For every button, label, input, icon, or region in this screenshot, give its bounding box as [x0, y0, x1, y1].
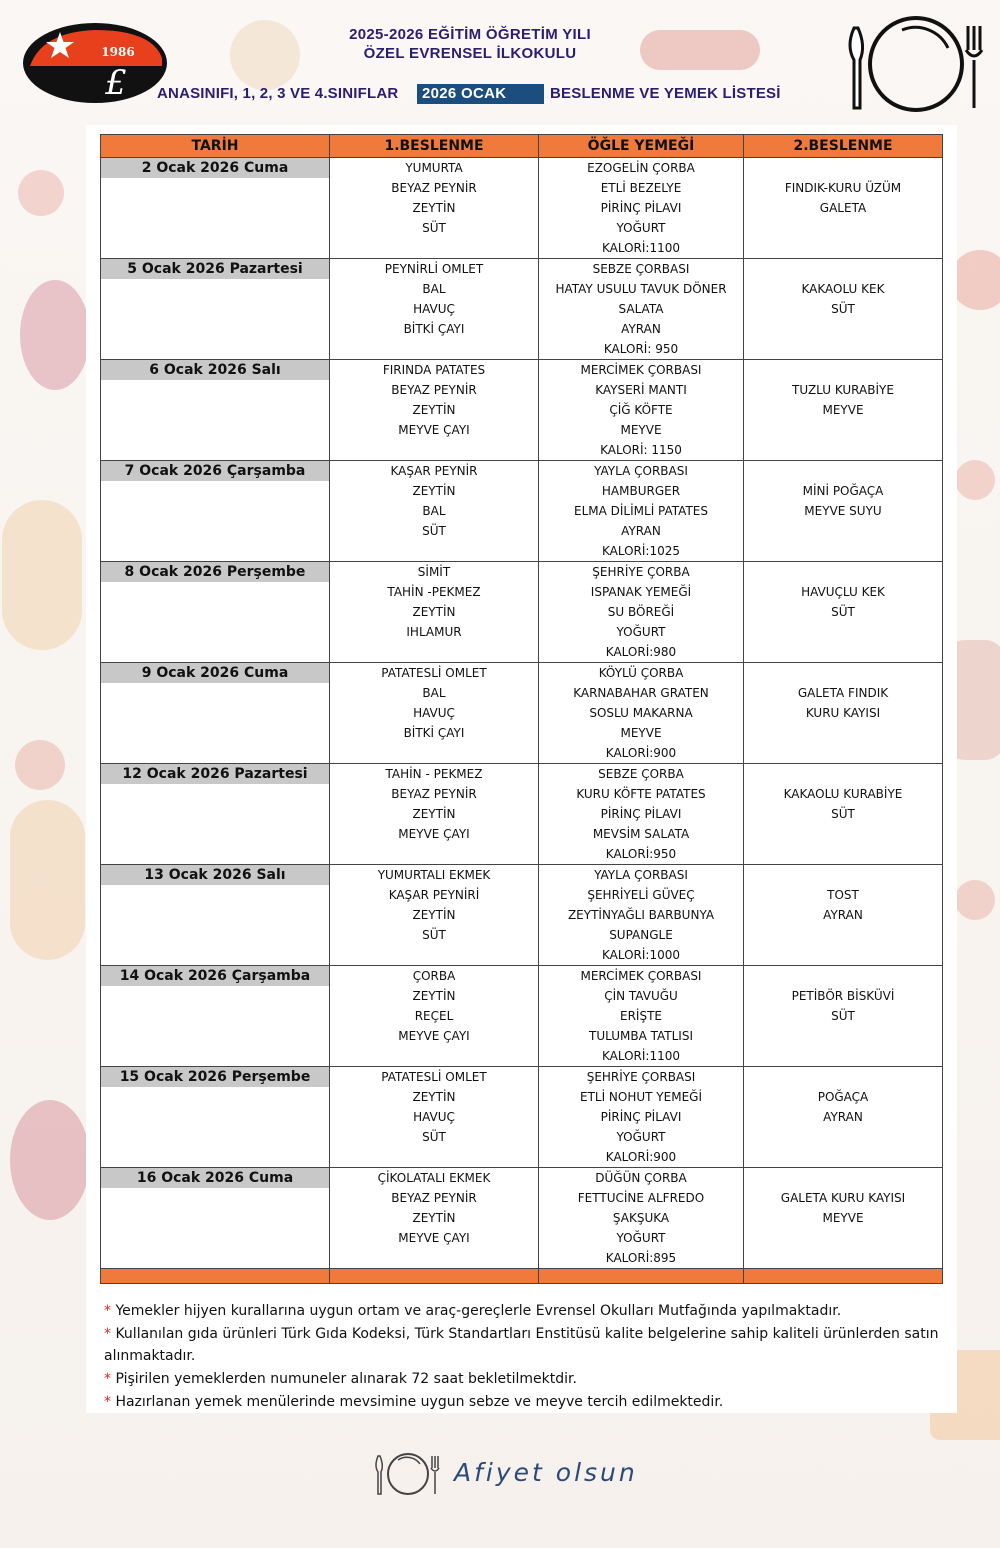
menu-item: MİNİ POĞAÇA [802, 484, 884, 498]
column-header-date: TARİH [101, 135, 330, 158]
menu-item: KAŞAR PEYNİRİ [388, 888, 480, 902]
note-item [104, 1391, 954, 1413]
menu-item: MERCİMEK ÇORBASI [580, 969, 702, 983]
menu-item: ERİŞTE [620, 1009, 662, 1023]
menu-item: KALORİ:1100 [601, 1049, 681, 1063]
table-body [101, 158, 943, 1269]
note-text: Pişirilen yemeklerden numuneler alınarak 72 saat bekletilmektdir. [115, 1371, 577, 1387]
menu-item: PEYNİRLİ OMLET [384, 262, 484, 276]
menu-item: SALATA [618, 302, 664, 316]
menu-item: MEYVE ÇAYI [398, 1231, 470, 1245]
menu-item: KAYSERİ MANTI [595, 383, 687, 397]
background-tomato-decoration [950, 250, 1000, 310]
date-label: 8 Ocak 2026 Perşembe [101, 562, 329, 582]
menu-item: YAYLA ÇORBASI [594, 868, 688, 882]
menu-item: MEYVE [822, 1211, 864, 1225]
menu-item: SOSLU MAKARNA [589, 706, 693, 720]
date-cell [101, 1168, 330, 1269]
menu-item: BAL [422, 686, 446, 700]
date-label: 7 Ocak 2026 Çarşamba [101, 461, 329, 481]
snack-cell [744, 663, 943, 764]
logo-year: 1986 [101, 45, 135, 59]
menu-item: KALORİ:895 [605, 1251, 677, 1265]
month-badge: 2026 OCAK [417, 84, 544, 104]
date-label: 2 Ocak 2026 Cuma [101, 158, 329, 178]
menu-item: ÇİKOLATALI EKMEK [377, 1171, 491, 1185]
snack-cell [744, 1067, 943, 1168]
breakfast-cell [330, 865, 539, 966]
menu-item: SÜT [422, 1130, 446, 1144]
menu-item: ETLİ BEZELYE [600, 181, 682, 195]
menu-item: ZEYTİN [412, 403, 456, 417]
menu-item: GALETA FINDIK [797, 686, 889, 700]
date-label: 12 Ocak 2026 Pazartesi [101, 764, 329, 784]
menu-item: ZEYTİN [412, 605, 456, 619]
menu-item: ZEYTİN [412, 908, 456, 922]
menu-item: MERCİMEK ÇORBASI [580, 363, 702, 377]
table-footer-row [101, 1269, 943, 1284]
menu-item: ETLİ NOHUT YEMEĞİ [579, 1090, 702, 1104]
column-header-lunch: ÖĞLE YEMEĞİ [539, 135, 744, 158]
lunch-cell [539, 865, 744, 966]
date-cell [101, 1067, 330, 1168]
background-beet-decoration [20, 280, 90, 390]
date-cell [101, 663, 330, 764]
menu-item: PATATESLİ OMLET [381, 1070, 487, 1084]
menu-item: KALORİ:900 [605, 1150, 677, 1164]
snack-cell [744, 158, 943, 259]
lunch-cell [539, 562, 744, 663]
lunch-cell [539, 360, 744, 461]
menu-item: ZEYTİN [412, 1090, 456, 1104]
lunch-cell [539, 461, 744, 562]
table-footer-cell [330, 1269, 539, 1284]
menu-item: MEYVE [620, 423, 662, 437]
menu-item: BİTKİ ÇAYI [403, 322, 465, 336]
menu-item: KURU KÖFTE PATATES [576, 787, 706, 801]
menu-item: ZEYTİN [412, 484, 456, 498]
menu-item: GALETA KURU KAYISI [780, 1191, 906, 1205]
menu-item: ISPANAK YEMEĞİ [590, 585, 692, 599]
table-row [101, 663, 943, 764]
breakfast-cell [330, 259, 539, 360]
menu-item: KALORİ:1025 [601, 544, 681, 558]
menu-item: KAŞAR PEYNİR [390, 464, 478, 478]
menu-item: BEYAZ PEYNİR [391, 181, 477, 195]
snack-cell [744, 865, 943, 966]
menu-item: ZEYTİN [412, 201, 456, 215]
note-bullet: * [104, 1371, 111, 1387]
note-item [104, 1323, 954, 1367]
note-bullet: * [104, 1394, 111, 1410]
menu-item: ÇORBA [412, 969, 456, 983]
menu-item: MEYVE ÇAYI [398, 1029, 470, 1043]
snack-cell [744, 461, 943, 562]
menu-item: KALORİ:950 [605, 847, 677, 861]
background-cherry-decoration [18, 170, 64, 216]
menu-item: ELMA DİLİMLİ PATATES [574, 504, 708, 518]
lunch-cell [539, 158, 744, 259]
snack-cell [744, 259, 943, 360]
breakfast-cell [330, 562, 539, 663]
menu-item: SU BÖREĞİ [607, 605, 675, 619]
table-row [101, 461, 943, 562]
menu-item: TAHİN - PEKMEZ [385, 767, 483, 781]
menu-item: FINDIK-KURU ÜZÜM [784, 181, 902, 195]
menu-item: MEVSİM SALATA [592, 827, 690, 841]
classes-subtitle: ANASINIFI, 1, 2, 3 VE 4.SINIFLAR [157, 85, 399, 102]
menu-item: KURU KAYISI [805, 706, 881, 720]
breakfast-cell [330, 663, 539, 764]
lunch-cell [539, 259, 744, 360]
note-item [104, 1368, 954, 1390]
menu-item: AYRAN [823, 1110, 863, 1124]
menu-item: ÇİĞ KÖFTE [609, 403, 673, 417]
menu-item: BAL [422, 504, 446, 518]
school-logo [22, 22, 168, 104]
menu-item: HAVUÇLU KEK [801, 585, 885, 599]
note-text: Kullanılan gıda ürünleri Türk Gıda Kodeksi, Türk Standartları Enstitüsü kalite belgelerine sahip kaliteli ürünlerden satın alınmaktadır. [104, 1326, 939, 1364]
column-header-breakfast: 1.BESLENME [330, 135, 539, 158]
table-footer-cell [101, 1269, 330, 1284]
date-label: 5 Ocak 2026 Pazartesi [101, 259, 329, 279]
table-header-row [101, 135, 943, 158]
list-type-subtitle: BESLENME VE YEMEK LİSTESİ [550, 85, 781, 102]
menu-item: KARNABAHAR GRATEN [573, 686, 709, 700]
menu-item: SÜT [831, 1009, 855, 1023]
menu-item: YUMURTALI EKMEK [377, 868, 491, 882]
table-footer-cell [539, 1269, 744, 1284]
menu-item: KALORİ:980 [605, 645, 677, 659]
date-cell [101, 562, 330, 663]
menu-item: ZEYTİN [412, 1211, 456, 1225]
school-year-title: 2025-2026 EĞİTİM ÖĞRETİM YILI [349, 26, 591, 43]
menu-item: AYRAN [621, 524, 661, 538]
menu-item: ZEYTİNYAĞLI BARBUNYA [567, 908, 715, 922]
background-cherry-decoration [955, 880, 995, 920]
menu-item: KAKAOLU KEK [801, 282, 885, 296]
menu-item: YOĞURT [616, 625, 666, 639]
lunch-cell [539, 1067, 744, 1168]
note-text: Yemekler hijyen kurallarına uygun ortam ve araç-gereçlerle Evrensel Okulları Mutfağında yapılmaktadır. [115, 1303, 842, 1319]
afiyet-olsun-text: Afiyet olsun [454, 1458, 638, 1487]
menu-item: FETTUCİNE ALFREDO [577, 1191, 705, 1205]
menu-item: KALORİ:1000 [601, 948, 681, 962]
date-label: 13 Ocak 2026 Salı [101, 865, 329, 885]
breakfast-cell [330, 764, 539, 865]
date-label: 6 Ocak 2026 Salı [101, 360, 329, 380]
menu-item: PİRİNÇ PİLAVI [600, 807, 682, 821]
breakfast-cell [330, 461, 539, 562]
menu-item: ŞEHRİYE ÇORBA [592, 565, 690, 579]
menu-item: YAYLA ÇORBASI [594, 464, 688, 478]
lunch-cell [539, 663, 744, 764]
column-header-snack: 2.BESLENME [744, 135, 943, 158]
menu-item: KAKAOLU KURABİYE [783, 787, 903, 801]
menu-item: YOĞURT [616, 1231, 666, 1245]
date-cell [101, 461, 330, 562]
menu-item: TULUMBA TATLISI [589, 1029, 693, 1043]
menu-item: PETİBÖR BİSKÜVİ [791, 989, 895, 1003]
table-row [101, 360, 943, 461]
menu-item: ŞEHRİYE ÇORBASI [586, 1070, 696, 1084]
menu-item: YOĞURT [616, 221, 666, 235]
menu-item: MEYVE ÇAYI [398, 423, 470, 437]
menu-item: MEYVE [822, 403, 864, 417]
logo-letter: £ [105, 63, 127, 103]
note-text: Hazırlanan yemek menülerinde mevsimine uygun sebze ve meyve tercih edilmektedir. [115, 1394, 724, 1410]
menu-item: SÜT [422, 524, 446, 538]
background-bread-decoration [10, 800, 85, 960]
table-footer-cell [744, 1269, 943, 1284]
breakfast-cell [330, 1168, 539, 1269]
menu-item: KALORİ: 950 [603, 342, 679, 356]
menu-item: SUPANGLE [609, 928, 673, 942]
date-cell [101, 966, 330, 1067]
menu-item: EZOGELİN ÇORBA [587, 161, 695, 175]
menu-item: AYRAN [621, 322, 661, 336]
menu-item: SÜT [422, 928, 446, 942]
breakfast-cell [330, 360, 539, 461]
menu-item: BEYAZ PEYNİR [391, 1191, 477, 1205]
table-row [101, 764, 943, 865]
menu-item: SİMİT [417, 565, 451, 579]
menu-item: BEYAZ PEYNİR [391, 383, 477, 397]
background-bread-decoration [2, 500, 82, 650]
note-bullet: * [104, 1303, 111, 1319]
menu-item: MEYVE [620, 726, 662, 740]
menu-item: YUMURTA [405, 161, 463, 175]
table-row [101, 1168, 943, 1269]
background-cherry-decoration [955, 460, 995, 500]
school-name-title: ÖZEL EVRENSEL İLKOKULU [363, 45, 577, 62]
menu-item: KALORİ:1100 [601, 241, 681, 255]
snack-cell [744, 764, 943, 865]
breakfast-cell [330, 1067, 539, 1168]
menu-item: FIRINDA PATATES [382, 363, 486, 377]
note-bullet: * [104, 1326, 111, 1342]
menu-item: ŞAKŞUKA [612, 1211, 670, 1225]
menu-item: SEBZE ÇORBA [598, 767, 684, 781]
page-header [0, 0, 1000, 125]
table-row [101, 259, 943, 360]
notes-section [104, 1300, 954, 1414]
menu-item: REÇEL [414, 1009, 454, 1023]
lunch-cell [539, 1168, 744, 1269]
menu-item: ZEYTİN [412, 807, 456, 821]
date-cell [101, 865, 330, 966]
menu-item: ZEYTİN [412, 989, 456, 1003]
menu-item: HAVUÇ [413, 706, 455, 720]
menu-item: SEBZE ÇORBASI [592, 262, 690, 276]
date-cell [101, 259, 330, 360]
table-row [101, 865, 943, 966]
plate-fork-knife-icon [840, 8, 990, 120]
menu-item: YOĞURT [616, 1130, 666, 1144]
breakfast-cell [330, 966, 539, 1067]
menu-item: PİRİNÇ PİLAVI [600, 201, 682, 215]
note-item [104, 1300, 954, 1322]
menu-item: POĞAÇA [817, 1090, 869, 1104]
snack-cell [744, 360, 943, 461]
menu-item: GALETA [819, 201, 867, 215]
menu-item: BEYAZ PEYNİR [391, 787, 477, 801]
snack-cell [744, 1168, 943, 1269]
menu-item: HATAY USULU TAVUK DÖNER [555, 282, 727, 296]
background-beet-decoration [10, 1100, 90, 1220]
menu-item: SÜT [422, 221, 446, 235]
snack-cell [744, 562, 943, 663]
menu-item: MEYVE ÇAYI [398, 827, 470, 841]
snack-cell [744, 966, 943, 1067]
date-label: 15 Ocak 2026 Perşembe [101, 1067, 329, 1087]
menu-item: SÜT [831, 302, 855, 316]
lunch-cell [539, 966, 744, 1067]
background-cherry-decoration [15, 740, 65, 790]
menu-item: IHLAMUR [406, 625, 462, 639]
date-cell [101, 158, 330, 259]
date-label: 14 Ocak 2026 Çarşamba [101, 966, 329, 986]
date-cell [101, 360, 330, 461]
menu-item: DÜĞÜN ÇORBA [595, 1171, 687, 1185]
menu-item: KÖYLÜ ÇORBA [598, 666, 684, 680]
date-cell [101, 764, 330, 865]
menu-item: TAHİN -PEKMEZ [387, 585, 481, 599]
date-label: 9 Ocak 2026 Cuma [101, 663, 329, 683]
menu-item: KALORİ: 1150 [600, 443, 682, 457]
table-row [101, 966, 943, 1067]
date-label: 16 Ocak 2026 Cuma [101, 1168, 329, 1188]
menu-item: ÇİN TAVUĞU [604, 989, 678, 1003]
table-row [101, 1067, 943, 1168]
menu-item: BAL [422, 282, 446, 296]
menu-item: HAMBURGER [601, 484, 681, 498]
menu-item: ŞEHRİYELİ GÜVEÇ [587, 888, 695, 902]
table-row [101, 562, 943, 663]
menu-item: TOST [827, 888, 859, 902]
menu-item: MEYVE SUYU [804, 504, 882, 518]
menu-item: HAVUÇ [413, 1110, 455, 1124]
meal-table [100, 134, 943, 1284]
menu-item: TUZLU KURABİYE [792, 383, 894, 397]
menu-item: BİTKİ ÇAYI [403, 726, 465, 740]
menu-item: HAVUÇ [413, 302, 455, 316]
menu-item: SÜT [831, 807, 855, 821]
menu-item: PATATESLİ OMLET [381, 666, 487, 680]
menu-item: PİRİNÇ PİLAVI [600, 1110, 682, 1124]
menu-item: KALORİ:900 [605, 746, 677, 760]
breakfast-cell [330, 158, 539, 259]
lunch-cell [539, 764, 744, 865]
menu-item: AYRAN [823, 908, 863, 922]
menu-item: SÜT [831, 605, 855, 619]
table-row [101, 158, 943, 259]
